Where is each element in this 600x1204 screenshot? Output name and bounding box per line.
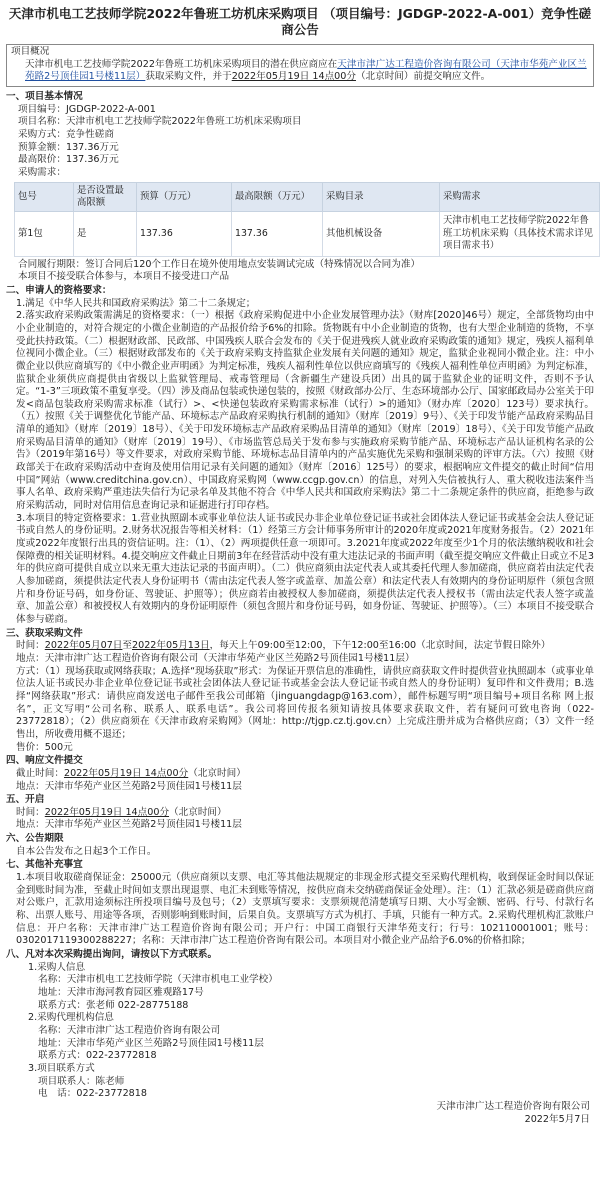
section-1-heading: 一、项目基本情况 [6,90,83,102]
table-header-row [15,182,600,212]
project-code: 项目编号：JGDGP-2022-A-001 [18,103,156,115]
overview-address-link[interactable]: 天津市津广达工程造价咨询有限公司（天津市华苑产业区兰苑路2号顶佳园1号楼11层） [25,58,587,83]
cell-needs: 天津市机电工艺技师学院2022年鲁班工坊机床采购（具体技术需求详见项目需求书） [440,212,600,256]
overview-text-b: 获取采购文件，并于 [145,71,232,83]
project-contact-phone: 电 话：022-23772818 [38,1088,147,1100]
page-title: 天津市机电工艺技师学院2022年鲁班工坊机床采购项目 （项目编号：JGDGP-2022-A-001）竞争性磋商公告 [8,6,592,37]
col-budget: 预算（万元） [137,182,232,212]
overview-box [6,44,594,87]
buyer-contact: 联系方式：张老师 022-28775188 [38,999,189,1011]
col-has-limit: 是否设置最高限额 [74,182,137,212]
footer-date: 2022年5月7日 [524,1113,590,1125]
acquire-time-hours: ，每天上午09:00至12:00，下午12:00至16:00（北京时间，法定节假日除外） [209,640,551,652]
col-catalog: 采购目录 [323,182,440,212]
section-3-heading: 三、获取采购文件 [6,627,83,639]
qualification-1: 1.满足《中华人民共和国政府采购法》第二十二条规定； [16,297,256,309]
overview-text [11,59,589,84]
project-contact-person: 项目联系人：陈老师 [38,1075,125,1087]
notice-period: 自本公告发布之日起3个工作日。 [16,845,157,857]
submission-place: 地点：天津市华苑产业区兰苑路2号顶佳园1号楼11层 [16,780,242,792]
buyer-address: 地址：天津市海河教育园区雅观路17号 [38,987,204,998]
supplementary-matters: 1.本项目收取磋商保证金：25000元（供应商须以支票、电汇等其他法规规定的非现金形式提交至采购代理机构，收到保证金时间以保证金到账时间为准，至截止时间如支票出现退票、电汇未到账等情况，按供应商未交纳磋商保证金处理）。注：（1）汇款必须是磋商供应商对公账户，汇款用途须标注所投项目编号及包号；（2）支票填写要求：支票须规范清楚填写日期、大小写金额、密码、行号、付款行名称、出票人账号、用途等各项，否则影响到账时间，后果自负。支票填写方式为机打、手填，只能有一种方式。2.采购代理机构汇款账户信息：开户名称：天津市津广达工程造价咨询有限公司；开户行：中国工商银行天津华苑支行；行号：102110001001；账号：0302017119300288227；名称：天津市津广达工程造价咨询有限公司。本项目对小微企业产品给予6.0%的价格扣除； [16,872,594,947]
cell-limit: 137.36 [232,212,323,256]
section-8-heading: 八、凡对本次采购提出询问，请按以下方式联系。 [6,949,218,961]
procurement-needs-label: 采购需求： [18,166,66,178]
opening-time [6,807,594,820]
opening-time-value: 2022年05月19日 14点00分 [44,806,170,818]
overview-deadline: 2022年05月19日 14点00分 [231,71,356,83]
section-7-heading: 七、其他补充事宜 [6,859,83,871]
agent-info-title: 2.采购代理机构信息 [28,1012,114,1024]
section-2-heading: 二、申请人的资格要求： [6,284,112,296]
qualification-2: 2.落实政府采购政策需满足的资格要求：（一）根据《政府采购促进中小企业发展管理办法》（财库[2020]46号）规定，全部货物均由中小企业制造的，对符合规定的小微企业制造的产品报价给予6%的扣除。货物既有中小企业制造的货物，也有大型企业制造的货物，不享受此扶持政策。（二）根据财政部、民政部、中国残疾人联合会发布的《关于促进残疾人就业政府采购政策的通知》规定，残疾人福利单位视同小微企业。（三）根据财政部发布的《关于政府采购支持监狱企业发展有关问题的通知》规定，监狱企业视同小微企业。注：中小微企业以供应商填写的《中小微企业声明函》为判定标准，残疾人福利性单位以供应商填写的《残疾人福利性单位声明函》为判定标准，监狱企业须供应商提供由省级以上监狱管理局、戒毒管理局（含新疆生产建设兵团）出具的属于监狱企业的证明文件，否则不予认定。“1-3”三项政策不重复享受。（四）涉及商品包装或快递包装的，按照《财政部办公厅、生态环境部办公厅、国家邮政局办公室关于印发<商品包装政府采购需求标准（试行）>、<快递包装政府采购需求标准（试行）>的通知》（财办库〔2020〕123号）要求执行。（五）按照《关于调整优化节能产品、环境标志产品政府采购执行机制的通知》（财库〔2019〕9号）、《关于印发节能产品政府采购品目清单的通知》（财库〔2019〕18号）、《关于印发环境标志产品政府采购品目清单的通知》（财库〔2019〕18号）、《关于印发节能产品政府采购品目清单的通知》（财库〔2019〕19号）、《市场监管总局关于发布参与实施政府采购节能产品、环境标志产品认证机构名录的公告》（2019年第16号）等文件要求，对政府采购节能、环境标志品目清单内的产品实施优先采购和强制采购的评审方法。（六）按照《财政部关于在政府采购活动中查询及使用信用记录有关问题的通知》（财库〔2016〕125号）的要求，根据响应文件提交的截止时间“信用中国”网站（www.creditchina.gov.cn）、中国政府采购网（www.ccgp.gov.cn）的信息，对列入失信被执行人、重大税收违法案件当事人名单、政府采购严重违法失信行为记录名单及其他不符合《中华人民共和国政府采购法》第二十二条规定条件的供应商，拒绝参与政府采购活动，同时对信用信息查询记录和证据进行打印存档。 [16,310,594,512]
section-5-heading: 五、开启 [6,794,45,806]
overview-text-c: （北京时间）前提交响应文件。 [355,71,491,83]
qualification-3: 3.本项目的特定资格要求：1.营业执照副本或事业单位法人证书或民办非企业单位登记证书或社会团体法人登记证书或基金会法人登记证书或自然人的身份证明。2.财务状况报告等相关材料：（1）经第三方会计师事务所审计的2020年度或2021年度财务报告。（2）2021年度或2022年度银行出具的资信证明。注：（1）、（2）两项提供任意一项即可。3.2021年度或2022年度至少1个月的依法缴纳税收和社会保障费的相关证明材料。4.提交响应文件截止日期前3年在经营活动中没有重大违法记录的书面声明（截至提交响应文件截止日或立不足3年的供应商可提供自成立以来无重大违法记录的书面声明）。（二）供应商须由法定代表人或其委托代理人参加磋商，供应商若由法定代表人参加磋商，须提供法定代表人身份证明书（需由法定代表人签字或盖章、加盖公章）和法定代表人有效期内的身份证明原件（须包含照片和身份证号码，如身份证、驾驶证、护照等）；供应商若由被授权人参加磋商，须提供法定代表人授权书（需由法定代表人签字或盖章、加盖公章）和被授权人有效期内的身份证明原件（须包含照片和身份证号码，如身份证、驾驶证、护照等）。（三）本项目不接受联合体参与磋商。 [16,512,594,625]
submission-deadline-tz: （北京时间） [188,767,246,779]
project-name: 项目名称：天津市机电工艺技师学院2022年鲁班工坊机床采购项目 [18,116,302,128]
package-table [14,182,600,257]
footer-org: 天津市津广达工程造价咨询有限公司 [436,1100,590,1112]
submission-deadline-value: 2022年05月19日 14点00分 [63,767,189,779]
opening-place: 地点：天津市华苑产业区兰苑路2号顶佳园1号楼11层 [16,819,242,831]
project-contact-title: 3.项目联系方式 [28,1062,95,1074]
acquire-method: 方式：（1）现场获取或网络获取；A.选择“现场获取”形式：为保证开票信息的准确性，请供应商获取文件时提供营业执照副本（或事业单位法人证书或民办非企业单位登记证书或社会团体法人登记证书或基金会法人登记证书或自然人的身份证明）复印件和文件费用；B.选择“网络获取”形式：请供应商发送电子邮件至我公司邮箱（jinguangdagp@163.com），邮件标题写明“项目编号+项目名称 网上报名”，正文写明“公司名称、联系人、联系电话”。我公司将回传报名须知请按具体要求获取文件，若有疑问可致电咨询（022-23772818）；（2）供应商须在《天津市政府采购网》（网址：http://tjgp.cz.tj.gov.cn）上完成注册并成为合格供应商；（3）文件一经售出，所收费用概不退还； [16,665,594,740]
opening-time-label: 时间： [16,806,45,818]
acquire-end-date: 2022年05月13日 [132,640,210,652]
cell-catalog: 其他机械设备 [323,212,440,256]
cell-package: 第1包 [15,212,74,256]
col-needs: 采购需求 [440,182,600,212]
procurement-method: 采购方式：竞争性磋商 [18,128,114,140]
buyer-name: 名称：天津市机电工艺技师学院（天津市机电工业学校） [38,974,278,986]
opening-time-tz: （北京时间） [169,806,227,818]
acquire-time-label: 时间： [16,640,45,652]
agent-address: 地址：天津市华苑产业区兰苑路2号顶佳园1号楼11层 [38,1037,264,1049]
table-row [15,212,600,256]
col-limit: 最高限额（万元） [232,182,323,212]
agent-name: 名称：天津市津广达工程造价咨询有限公司 [38,1024,221,1036]
submission-deadline [6,768,594,781]
section-4-heading: 四、响应文件提交 [6,755,83,767]
overview-text-a: 天津市机电工艺技师学院2022年鲁班工坊机床采购项目的潜在供应商应在 [25,58,338,70]
cell-budget: 137.36 [137,212,232,256]
acquire-time-to: 至 [122,640,132,652]
acquire-start-date: 2022年05月07日 [44,640,123,652]
agent-contact: 联系方式：022-23772818 [38,1050,157,1062]
acquire-time [6,640,594,653]
consortium-note: 本项目不接受联合体参与，本项目不接受进口产品 [18,271,230,283]
acquire-place: 地点：天津市津广达工程造价咨询有限公司（天津市华苑产业区兰苑路2号顶佳园1号楼11层） [16,652,415,664]
submission-deadline-label: 截止时间： [16,767,64,779]
section-6-heading: 六、公告期限 [6,833,64,845]
overview-heading: 项目概况 [11,46,50,57]
col-package: 包号 [15,182,74,212]
acquire-price: 售价：500元 [16,741,73,753]
budget-amount: 预算金额：137.36万元 [18,141,119,153]
max-price: 最高限价：137.36万元 [18,154,119,166]
contract-period: 合同履行期限：签订合同后120个工作日在境外使用地点安装调试完成（特殊情况以合同为准） [18,258,421,270]
cell-has-limit: 是 [74,212,137,256]
buyer-info-title: 1.采购人信息 [28,961,86,973]
